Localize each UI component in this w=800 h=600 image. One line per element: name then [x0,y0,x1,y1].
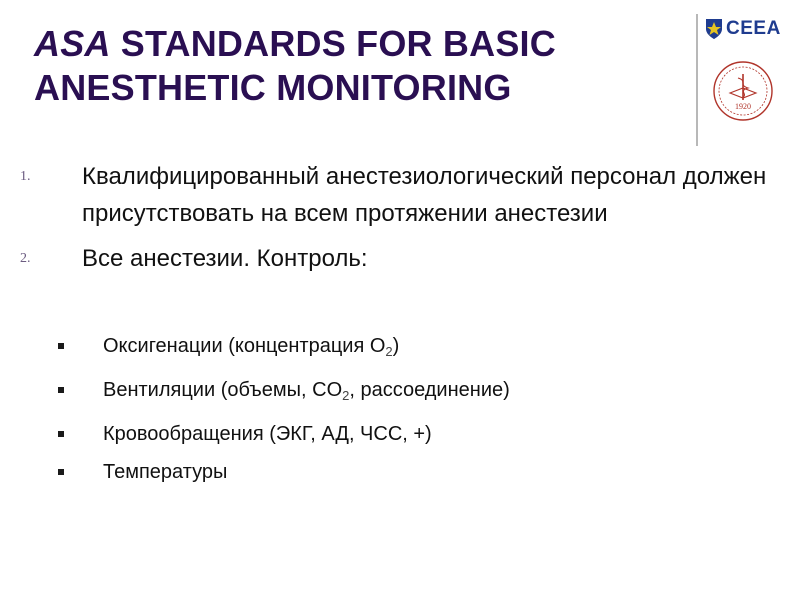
bullet-text-after: , рассоединение) [349,379,510,401]
title-asa: ASA [34,23,111,64]
subscript: 2 [385,344,393,359]
ceea-logo [705,18,781,40]
bullet-marker [58,343,64,349]
list-item [0,158,780,232]
numbered-list [0,158,780,285]
bullet-marker [58,431,64,437]
bullet-marker [58,387,64,393]
divider-line [696,14,698,146]
ceea-logo-text: CEEA [726,18,781,39]
bullet-item [0,422,780,446]
bullet-item [0,378,780,408]
society-seal-icon [712,60,774,122]
bullet-text: Вентиляции (объемы, CO [103,379,343,401]
list-item-text: Квалифицированный анестезиологический персонал должен присутствовать на всем протяжении анестезии [82,163,767,227]
bullet-text: Оксигенации (концентрация O [103,335,386,357]
list-item-text: Все анестезии. Контроль: [82,245,368,272]
shield-icon [705,18,723,40]
list-number: 1. [20,169,31,184]
title-rest: STANDARDS FOR BASIC ANESTHETIC MONITORING [34,23,556,108]
list-number: 2. [20,251,31,266]
bullet-text-after: ) [392,335,400,357]
bullet-item [0,334,780,364]
bullet-list [0,334,780,498]
bullet-marker [58,469,64,475]
bullet-text: Температуры [103,461,228,483]
subscript: 2 [342,388,350,403]
bullet-item [0,460,780,484]
slide-title [34,22,674,110]
list-item [0,240,780,277]
seal-year: 1920 [735,102,751,111]
bullet-text: Кровообращения (ЭКГ, АД, ЧСС, +) [103,423,432,445]
